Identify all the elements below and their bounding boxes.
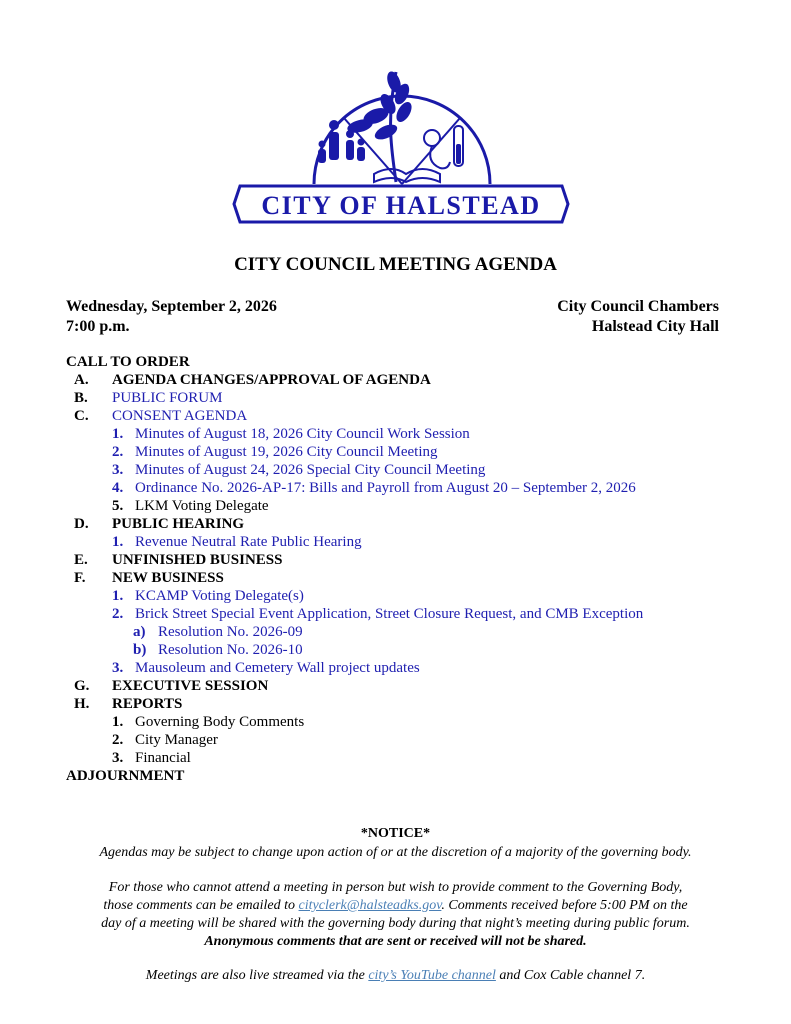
notice-livestream: Meetings are also live streamed via the city’s YouTube channel and Cox Cable channel 7.: [145, 968, 646, 983]
section-label: B.: [74, 390, 88, 406]
page-title: CITY COUNCIL MEETING AGENDA: [234, 254, 557, 275]
section-title: PUBLIC HEARING: [112, 516, 245, 532]
notice-comment-line-1: For those who cannot attend a meeting in person but wish to provide comment to the Governing Body,: [108, 880, 683, 895]
youtube-link[interactable]: city’s YouTube channel: [368, 968, 496, 983]
notice-line: Agendas may be subject to change upon action of or at the discretion of a majority of the governing body.: [99, 845, 692, 860]
city-logo: [226, 52, 576, 232]
notice-comment-line-2: those comments can be emailed to cityclerk@halsteadks.gov. Comments received before 5:00 PM on the: [103, 898, 688, 913]
logo-text: CITY OF HALSTEAD: [261, 191, 541, 220]
section-title: REPORTS: [112, 696, 183, 712]
meeting-location-2: Halstead City Hall: [591, 318, 719, 335]
section-title: AGENDA CHANGES/APPROVAL OF AGENDA: [112, 372, 431, 388]
section-title: NEW BUSINESS: [112, 570, 224, 586]
email-link[interactable]: cityclerk@halsteadks.gov: [298, 898, 442, 913]
section-title: UNFINISHED BUSINESS: [112, 552, 283, 568]
section-title: EXECUTIVE SESSION: [112, 678, 269, 694]
section-label: A.: [74, 372, 89, 388]
adjournment: ADJOURNMENT: [66, 768, 185, 784]
consent-agenda-link[interactable]: CONSENT AGENDA: [112, 408, 248, 424]
section-label: D.: [74, 516, 89, 532]
notice-anonymous: Anonymous comments that are sent or received will not be shared.: [204, 934, 587, 949]
section-label: F.: [74, 570, 86, 586]
section-label: H.: [74, 696, 90, 712]
section-label: E.: [74, 552, 88, 568]
meeting-location: [557, 297, 719, 337]
meeting-time: 7:00 p.m.: [66, 318, 130, 335]
notice-comment-line-3: day of a meeting will be shared with the governing body during that night’s meeting during public forum.: [101, 916, 690, 931]
section-label: C.: [74, 408, 89, 424]
meeting-location-1: City Council Chambers: [557, 298, 719, 315]
meeting-date-time: [66, 297, 277, 337]
public-forum-link[interactable]: PUBLIC FORUM: [112, 390, 223, 406]
meeting-date: Wednesday, September 2, 2026: [66, 298, 277, 315]
notice-heading: *NOTICE*: [360, 826, 431, 841]
section-label: G.: [74, 678, 90, 694]
call-to-order: CALL TO ORDER: [66, 354, 190, 370]
